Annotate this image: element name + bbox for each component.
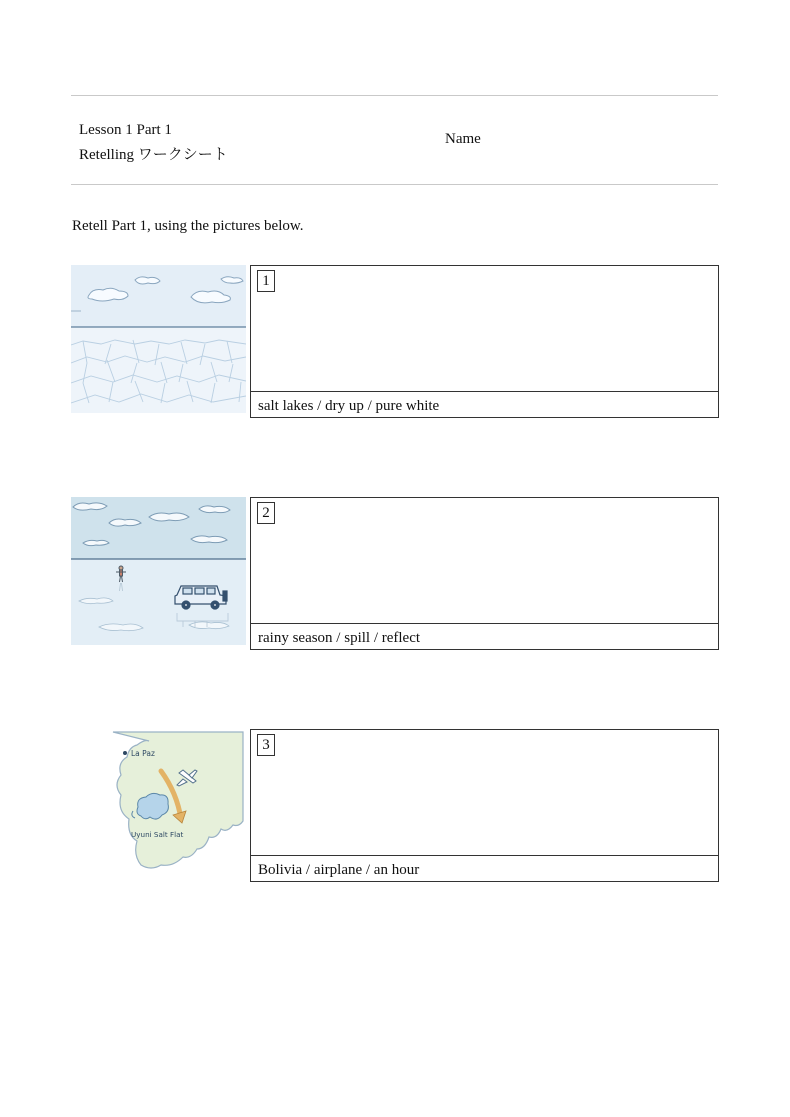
salt-flat-dry-picture	[71, 265, 246, 415]
worksheet-title	[79, 142, 228, 167]
item-number-2: 2	[257, 502, 275, 524]
bolivia-map-picture	[71, 729, 246, 879]
item-number-3: 3	[257, 734, 275, 756]
hint-words-2: rainy season / spill / reflect	[251, 623, 718, 649]
item-number-1: 1	[257, 270, 275, 292]
worksheet-heading	[79, 118, 228, 167]
worksheet-title-jp: ワークシート	[137, 145, 228, 163]
salt-flat-rainy-picture	[71, 497, 246, 647]
instruction-text: Retell Part 1, using the pictures below.	[72, 218, 304, 234]
hint-words-1: salt lakes / dry up / pure white	[251, 391, 718, 417]
retell-item-2	[71, 497, 719, 650]
lesson-label: Lesson 1 Part 1	[79, 122, 172, 138]
name-label: Name	[445, 131, 481, 147]
retell-writing-box-3[interactable]	[250, 729, 719, 882]
map-label-uyuni: Uyuni Salt Flat	[131, 830, 184, 839]
header-bottom-rule	[71, 184, 718, 185]
map-label-la-paz: La Paz	[131, 749, 155, 758]
header-top-rule	[71, 95, 718, 96]
retell-item-1	[71, 265, 719, 418]
retell-item-3	[71, 729, 719, 882]
retell-writing-box-1[interactable]	[250, 265, 719, 418]
worksheet-title-en: Retelling	[79, 147, 134, 163]
hint-words-3: Bolivia / airplane / an hour	[251, 855, 718, 881]
retell-writing-box-2[interactable]	[250, 497, 719, 650]
